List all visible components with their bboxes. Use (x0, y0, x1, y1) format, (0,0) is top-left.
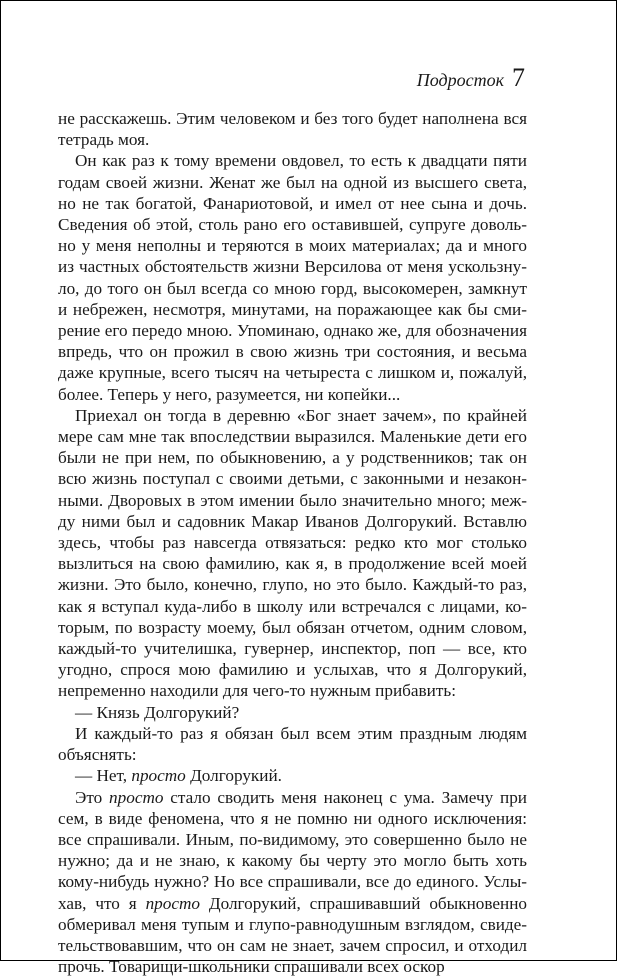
book-title: Подросток (417, 70, 504, 91)
paragraph (58, 787, 527, 977)
body-text (58, 108, 527, 977)
dialog-line (58, 765, 527, 786)
running-header (417, 63, 525, 93)
italic-emphasis: просто (131, 766, 185, 785)
page-number: 7 (512, 63, 525, 93)
paragraph: не расскажешь. Этим человеком и без того будет наполнена вся тетрадь моя. (58, 108, 527, 150)
text-run: — Нет, (75, 766, 131, 785)
text-run: Долгорукий. (186, 766, 282, 785)
dialog-line: — Князь Долгорукий? (58, 702, 527, 723)
paragraph: И каждый-то раз я обязан был всем этим праздным людям объяснять: (58, 723, 527, 765)
text-run: стало сводить меня наконец с ума. Замечу при сем, в виде феномена, что я не помню ни одного исключения: все спрашивали. Иным, по-видимому, это совершенно было не нужно; да и не знаю, к какому бы черту это могло быть хоть кому-нибудь нужно? Но все спрашивали, все до единого. Услыхав, что я (58, 788, 527, 913)
text-run: Долгорукий, спрашивавший обыкновенно обмеривал меня тупым и глупо-равнодушным взглядом, свидетельствовавшим, что он сам не знает, зачем спросил, и отходил прочь. Товарищи-школьники спрашивали всех оскор (58, 894, 527, 977)
text-run: Это (75, 788, 109, 807)
italic-emphasis: просто (109, 788, 163, 807)
paragraph: Он как раз к тому времени овдовел, то есть к двадцати пяти годам своей жизни. Женат же был на одной из высшего света, но не так богатой, Фанариотовой, и имел от нее сына и дочь. Сведения об этой, столь рано его оставившей, супруге довольно у меня неполны и теряются в моих материалах; да и много из частных обстоятельств жизни Версилова от меня ускользнуло, до того он был всегда со мною горд, высокомерен, замкнут и небрежен, несмотря, минутами, на поражающее как бы смирение его передо мною. Упоминаю, однако же, для обозначения впредь, что он прожил в свою жизнь три состояния, и весьма даже крупные, всего тысяч на четыреста с лишком и, пожалуй, более. Теперь у него, разумеется, ни копейки... (58, 150, 527, 404)
italic-emphasis: просто (146, 894, 200, 913)
paragraph: Приехал он тогда в деревню «Бог знает зачем», по крайней мере сам мне так впоследствии выразился. Маленькие дети его были не при нем, по обыкновению, а у родственников; так он всю жизнь поступал с своими детьми, с законными и незаконными. Дворовых в этом имении было значительно много; между ними был и садовник Макар Иванов Долгорукий. Вставлю здесь, чтобы раз навсегда отвязаться: редко кто мог столько вызлиться на свою фамилию, как я, в продолжение всей моей жизни. Это было, конечно, глупо, но это было. Каждый-то раз, как я вступал куда-либо в школу или встречался с лицами, которым, по возрасту моему, был обязан отчетом, одним словом, каждый-то учителишка, гувернер, инспектор, поп — все, кто угодно, спрося мою фамилию и услыхав, что я Долгорукий, непременно находили для чего-то нужным прибавить: (58, 405, 527, 702)
